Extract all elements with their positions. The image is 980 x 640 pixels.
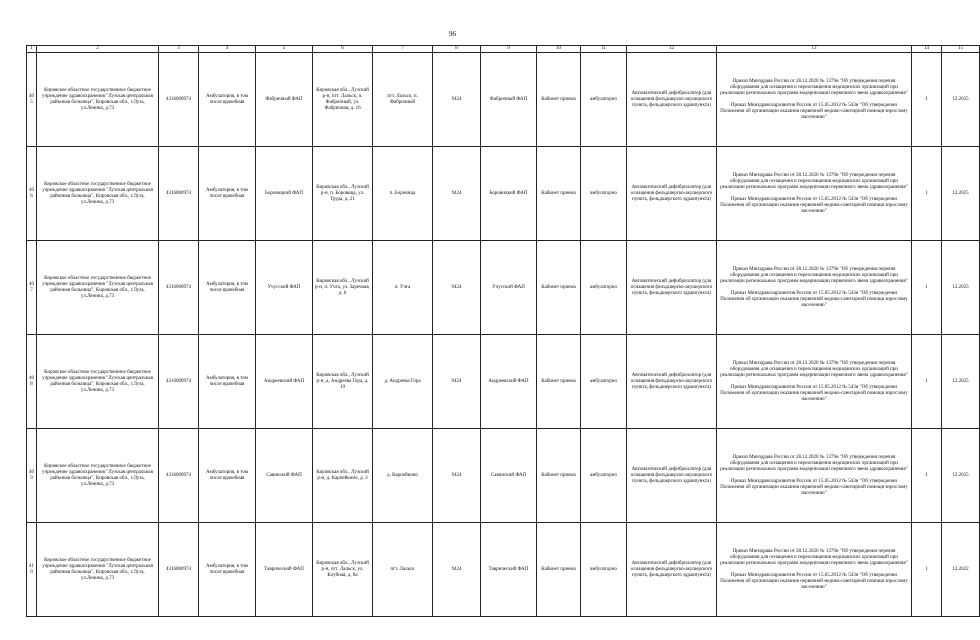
locality-cell: п. Учга	[373, 241, 433, 335]
facility-name-cell: Таврический ФАП	[256, 523, 313, 617]
column-header: 2	[37, 46, 159, 53]
organization-cell: Кировское областное государственное бюджетное учреждение здравоохранения "Лузская центральная районная больница", Кировская обл., г.Луза, ул.Ленина, д.73	[37, 335, 159, 429]
unit-cell: Савинский ФАП	[481, 429, 537, 523]
room-cell: Кабинет приема	[537, 53, 581, 147]
table-row	[27, 429, 980, 523]
legal-basis-cell	[717, 147, 912, 241]
facility-type-cell: Амбулатория, в том числе врачебная	[199, 335, 256, 429]
unit-cell: Учугский ФАП	[481, 241, 537, 335]
date-cell: 12.2025	[942, 335, 980, 429]
row-number: 406	[27, 147, 37, 241]
quantity-cell: 1	[912, 335, 942, 429]
row-number: 405	[27, 53, 37, 147]
address-cell: Кировская обл., Лузский р-н, д. Андреева Гора, д. 19	[313, 335, 373, 429]
facility-type-cell: Амбулатория, в том числе врачебная	[199, 523, 256, 617]
unit-cell: Андреевский ФАП	[481, 335, 537, 429]
equipment-cell: Автоматический дефибриллятор (для оснащения фельдшерско-акушерского пункта, фельдшерского здравпункта)	[627, 241, 717, 335]
legal-basis-cell	[717, 53, 912, 147]
equipment-cell: Автоматический дефибриллятор (для оснащения фельдшерско-акушерского пункта, фельдшерского здравпункта)	[627, 429, 717, 523]
locality-cell: пгт. Лальск	[373, 523, 433, 617]
unit-cell: Боровицкий ФАП	[481, 147, 537, 241]
legal-basis-cell	[717, 241, 912, 335]
date-cell: 12.2025	[942, 429, 980, 523]
quantity-cell: 1	[912, 147, 942, 241]
equipment-cell: Автоматический дефибриллятор (для оснащения фельдшерско-акушерского пункта, фельдшерского здравпункта)	[627, 53, 717, 147]
legal-basis-order-1: Приказ Минздрава России от 28.12.2020 № 1379н "Об утверждении перечня оборудования для оснащения и переоснащения медицинских организаций при реализации региональных программ модернизации первичного звена здравоохранения"	[720, 172, 908, 190]
quantity-cell: 1	[912, 241, 942, 335]
register-table	[26, 45, 980, 617]
inn-cell: 4316000974	[159, 147, 199, 241]
legal-basis-order-2: Приказ Минздравсоцразвития России от 15.05.2012 № 543н "Об утверждении Положения об организации оказания первичной медико-санитарной помощи взрослому населению"	[720, 384, 908, 402]
table-row	[27, 147, 980, 241]
room-cell: Кабинет приема	[537, 335, 581, 429]
quantity-cell: 1	[912, 429, 942, 523]
legal-basis-order-1: Приказ Минздрава России от 28.12.2020 № 1379н "Об утверждении перечня оборудования для оснащения и переоснащения медицинских организаций при реализации региональных программ модернизации первичного звена здравоохранения"	[720, 548, 908, 566]
legal-basis-cell	[717, 429, 912, 523]
address-cell: Кировская обл., Лузский р-н, п. Учга, ул. Заречная, д. 6	[313, 241, 373, 335]
code-cell: 9424	[433, 335, 481, 429]
equipment-cell: Автоматический дефибриллятор (для оснащения фельдшерско-акушерского пункта, фельдшерского здравпункта)	[627, 335, 717, 429]
column-header: 15	[942, 46, 980, 53]
legal-basis-order-2: Приказ Минздравсоцразвития России от 15.05.2012 № 543н "Об утверждении Положения об организации оказания первичной медико-санитарной помощи взрослому населению"	[720, 290, 908, 308]
legal-basis-order-1: Приказ Минздрава России от 28.12.2020 № 1379н "Об утверждении перечня оборудования для оснащения и переоснащения медицинских организаций при реализации региональных программ модернизации первичного звена здравоохранения"	[720, 78, 908, 96]
code-cell: 9424	[433, 241, 481, 335]
room-cell: Кабинет приема	[537, 147, 581, 241]
facility-type-cell: Амбулатория, в том числе врачебная	[199, 147, 256, 241]
locality-cell: д. Карпейкино	[373, 429, 433, 523]
facility-type-cell: Амбулатория, в том числе врачебная	[199, 429, 256, 523]
room-cell: Кабинет приема	[537, 241, 581, 335]
code-cell: 9424	[433, 53, 481, 147]
facility-name-cell: Савинский ФАП	[256, 429, 313, 523]
room-cell: Кабинет приема	[537, 523, 581, 617]
locality-cell: пгт. Лальск, п. Фабричный	[373, 53, 433, 147]
address-cell: Кировская обл., Лузский р-н, п. Боровица, ул. Труда, д. 21	[313, 147, 373, 241]
address-cell: Кировская обл., Лузский р-н, д. Карпейкино, д. 3	[313, 429, 373, 523]
inn-cell: 4316000974	[159, 523, 199, 617]
legal-basis-order-2: Приказ Минздравсоцразвития России от 15.05.2012 № 543н "Об утверждении Положения об организации оказания первичной медико-санитарной помощи взрослому населению"	[720, 572, 908, 590]
address-cell: Кировская обл., Лузский р-н, пгт. Лальск, ул. Клубная, д. 8а	[313, 523, 373, 617]
row-number: 410	[27, 523, 37, 617]
table-row	[27, 335, 980, 429]
unit-cell: Фабричный ФАП	[481, 53, 537, 147]
organization-cell: Кировское областное государственное бюджетное учреждение здравоохранения "Лузская центральная районная больница", Кировская обл., г.Луза, ул.Ленина, д.73	[37, 53, 159, 147]
organization-cell: Кировское областное государственное бюджетное учреждение здравоохранения "Лузская центральная районная больница", Кировская обл., г.Луза, ул.Ленина, д.73	[37, 147, 159, 241]
facility-type-cell: Амбулатория, в том числе врачебная	[199, 241, 256, 335]
inn-cell: 4316000974	[159, 429, 199, 523]
column-header: 7	[373, 46, 433, 53]
column-header: 6	[313, 46, 373, 53]
facility-name-cell: Боровицкий ФАП	[256, 147, 313, 241]
inn-cell: 4316000974	[159, 53, 199, 147]
care-mode-cell: амбулаторно	[581, 147, 627, 241]
row-number: 408	[27, 335, 37, 429]
column-header: 11	[581, 46, 627, 53]
legal-basis-cell	[717, 335, 912, 429]
legal-basis-order-1: Приказ Минздрава России от 28.12.2020 № 1379н "Об утверждении перечня оборудования для оснащения и переоснащения медицинских организаций при реализации региональных программ модернизации первичного звена здравоохранения"	[720, 360, 908, 378]
column-header: 5	[256, 46, 313, 53]
column-header: 1	[27, 46, 37, 53]
code-cell: 9424	[433, 523, 481, 617]
legal-basis-order-1: Приказ Минздрава России от 28.12.2020 № 1379н "Об утверждении перечня оборудования для оснащения и переоснащения медицинских организаций при реализации региональных программ модернизации первичного звена здравоохранения"	[720, 454, 908, 472]
organization-cell: Кировское областное государственное бюджетное учреждение здравоохранения "Лузская центральная районная больница", Кировская обл., г.Луза, ул.Ленина, д.73	[37, 523, 159, 617]
inn-cell: 4316000974	[159, 335, 199, 429]
facility-name-cell: Фабричный ФАП	[256, 53, 313, 147]
column-header: 10	[537, 46, 581, 53]
facility-name-cell: Учугский ФАП	[256, 241, 313, 335]
quantity-cell: 1	[912, 523, 942, 617]
care-mode-cell: амбулаторно	[581, 335, 627, 429]
column-header: 9	[481, 46, 537, 53]
address-cell: Кировская обл., Лузский р-н, пгт. Лальск, п. Фабричный, ул. Фабричная, д. 16	[313, 53, 373, 147]
legal-basis-order-2: Приказ Минздравсоцразвития России от 15.05.2012 № 543н "Об утверждении Положения об организации оказания первичной медико-санитарной помощи взрослому населению"	[720, 102, 908, 120]
column-number-row	[27, 46, 980, 53]
legal-basis-order-2: Приказ Минздравсоцразвития России от 15.05.2012 № 543н "Об утверждении Положения об организации оказания первичной медико-санитарной помощи взрослому населению"	[720, 196, 908, 214]
date-cell: 12.2025	[942, 241, 980, 335]
date-cell: 12.2025	[942, 147, 980, 241]
row-number: 407	[27, 241, 37, 335]
care-mode-cell: амбулаторно	[581, 241, 627, 335]
care-mode-cell: амбулаторно	[581, 523, 627, 617]
legal-basis-order-2: Приказ Минздравсоцразвития России от 15.05.2012 № 543н "Об утверждении Положения об организации оказания первичной медико-санитарной помощи взрослому населению"	[720, 478, 908, 496]
locality-cell: д. Андреева Гора	[373, 335, 433, 429]
legal-basis-cell	[717, 523, 912, 617]
inn-cell: 4316000974	[159, 241, 199, 335]
facility-type-cell: Амбулатория, в том числе врачебная	[199, 53, 256, 147]
date-cell: 12.2025	[942, 53, 980, 147]
care-mode-cell: амбулаторно	[581, 53, 627, 147]
column-header: 4	[199, 46, 256, 53]
column-header: 12	[627, 46, 717, 53]
quantity-cell: 1	[912, 53, 942, 147]
column-header: 13	[717, 46, 912, 53]
organization-cell: Кировское областное государственное бюджетное учреждение здравоохранения "Лузская центральная районная больница", Кировская обл., г.Луза, ул.Ленина, д.73	[37, 429, 159, 523]
organization-cell: Кировское областное государственное бюджетное учреждение здравоохранения "Лузская центральная районная больница", Кировская обл., г.Луза, ул.Ленина, д.73	[37, 241, 159, 335]
page-number: 96	[449, 30, 456, 38]
column-header: 3	[159, 46, 199, 53]
code-cell: 9424	[433, 147, 481, 241]
table-row	[27, 241, 980, 335]
equipment-cell: Автоматический дефибриллятор (для оснащения фельдшерско-акушерского пункта, фельдшерского здравпункта)	[627, 147, 717, 241]
column-header: 8	[433, 46, 481, 53]
locality-cell: п. Боровица	[373, 147, 433, 241]
code-cell: 9424	[433, 429, 481, 523]
facility-name-cell: Андреевский ФАП	[256, 335, 313, 429]
care-mode-cell: амбулаторно	[581, 429, 627, 523]
table-row	[27, 53, 980, 147]
unit-cell: Таврический ФАП	[481, 523, 537, 617]
room-cell: Кабинет приема	[537, 429, 581, 523]
equipment-cell: Автоматический дефибриллятор (для оснащения фельдшерско-акушерского пункта, фельдшерского здравпункта)	[627, 523, 717, 617]
table-row	[27, 523, 980, 617]
column-header: 14	[912, 46, 942, 53]
legal-basis-order-1: Приказ Минздрава России от 28.12.2020 № 1379н "Об утверждении перечня оборудования для оснащения и переоснащения медицинских организаций при реализации региональных программ модернизации первичного звена здравоохранения"	[720, 266, 908, 284]
row-number: 409	[27, 429, 37, 523]
date-cell: 12.2022	[942, 523, 980, 617]
